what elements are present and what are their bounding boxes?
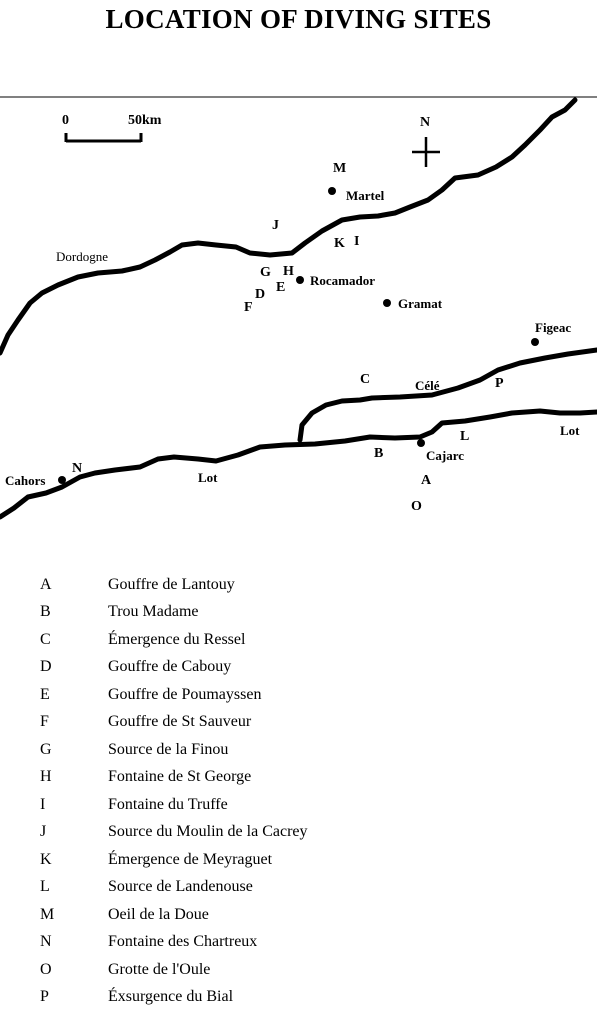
legend-site-name: Source du Moulin de la Cacrey <box>108 823 308 841</box>
town-gramat <box>383 296 443 311</box>
town-figeac <box>531 320 571 346</box>
legend-site-name: Source de la Finou <box>108 740 229 758</box>
river-dordogne <box>0 100 575 353</box>
legend-site-name: Trou Madame <box>108 603 199 621</box>
legend-row <box>40 599 580 627</box>
legend-code: F <box>40 713 49 731</box>
site-letter-b: B <box>374 446 384 461</box>
site-letter-i: I <box>354 234 360 249</box>
river-label-cele: Célé <box>415 378 440 393</box>
site-letter-c: C <box>360 372 371 387</box>
legend-row <box>40 901 580 929</box>
site-letter-h: H <box>283 264 294 279</box>
legend-site-name: Gouffre de Lantouy <box>108 575 235 593</box>
legend-site-name: Gouffre de Cabouy <box>108 658 232 676</box>
town-label-cajarc: Cajarc <box>426 448 465 463</box>
legend-site-name: Fontaine des Chartreux <box>108 933 258 951</box>
legend-site-name: Gouffre de Poumayssen <box>108 685 262 703</box>
site-letter-a: A <box>421 473 432 488</box>
legend-code: E <box>40 685 50 703</box>
legend-row <box>40 654 580 682</box>
legend-row <box>40 681 580 709</box>
legend-code: O <box>40 960 52 978</box>
town-cajarc <box>417 439 464 463</box>
site-letter-o: O <box>411 499 422 514</box>
legend-code: N <box>40 933 52 951</box>
site-letter-n: N <box>72 461 83 476</box>
site-legend <box>40 571 580 1011</box>
legend-code: A <box>40 575 52 593</box>
legend-code: G <box>40 740 52 758</box>
legend-site-name: Gouffre de St Sauveur <box>108 713 252 731</box>
site-letter-f: F <box>244 300 253 315</box>
legend-row <box>40 709 580 737</box>
legend-site-name: Grotte de l'Oule <box>108 960 211 978</box>
town-label-martel: Martel <box>346 188 385 203</box>
river-lot <box>0 411 597 517</box>
scale-zero-label: 0 <box>62 113 69 128</box>
legend-code: I <box>40 795 46 813</box>
site-letter-d: D <box>255 287 266 302</box>
scale-distance-label: 50km <box>128 113 162 128</box>
legend-site-name: Fontaine de St George <box>108 768 252 786</box>
legend-row <box>40 929 580 957</box>
town-martel <box>328 187 385 203</box>
legend-site-name: Oeil de la Doue <box>108 905 209 923</box>
town-cahors <box>5 473 66 488</box>
river-label-dordogne: Dordogne <box>56 249 108 264</box>
legend-row <box>40 956 580 984</box>
river-label-lot-west: Lot <box>198 470 218 485</box>
site-letter-m: M <box>333 161 347 176</box>
diving-sites-map <box>0 95 597 525</box>
legend-row <box>40 984 580 1012</box>
legend-row <box>40 791 580 819</box>
north-label: N <box>420 115 431 130</box>
legend-code: P <box>40 988 49 1006</box>
legend-row <box>40 736 580 764</box>
legend-site-name: Émergence du Ressel <box>108 630 246 648</box>
legend-site-name: Source de Landenouse <box>108 878 253 896</box>
site-letter-k: K <box>334 236 345 251</box>
legend-code: M <box>40 905 55 923</box>
north-arrow-icon <box>412 115 440 167</box>
legend-row <box>40 626 580 654</box>
legend-row <box>40 571 580 599</box>
site-letter-g: G <box>260 265 271 280</box>
town-label-rocamador: Rocamador <box>310 273 375 288</box>
legend-code: J <box>40 823 47 841</box>
legend-code: L <box>40 878 50 896</box>
site-letter-p: P <box>495 376 504 391</box>
map-title: LOCATION OF DIVING SITES <box>105 4 492 34</box>
site-letter-l: L <box>460 429 470 444</box>
site-letter-e: E <box>276 280 286 295</box>
legend-code: B <box>40 603 51 621</box>
legend-row <box>40 764 580 792</box>
river-label-lot-east: Lot <box>560 423 580 438</box>
town-label-cahors: Cahors <box>5 473 46 488</box>
town-rocamador <box>296 273 375 288</box>
legend-site-name: Émergence de Meyraguet <box>108 850 273 868</box>
legend-row <box>40 874 580 902</box>
legend-site-name: Éxsurgence du Bial <box>108 988 234 1006</box>
scale-bar <box>62 113 162 142</box>
legend-site-name: Fontaine du Truffe <box>108 795 228 813</box>
legend-code: K <box>40 850 52 868</box>
legend-row <box>40 846 580 874</box>
legend-code: H <box>40 768 52 786</box>
town-label-gramat: Gramat <box>398 296 443 311</box>
town-label-figeac: Figeac <box>535 320 572 335</box>
legend-code: C <box>40 630 51 648</box>
legend-row <box>40 819 580 847</box>
river-cele <box>300 350 597 440</box>
site-letter-j: J <box>272 218 279 233</box>
legend-code: D <box>40 658 52 676</box>
